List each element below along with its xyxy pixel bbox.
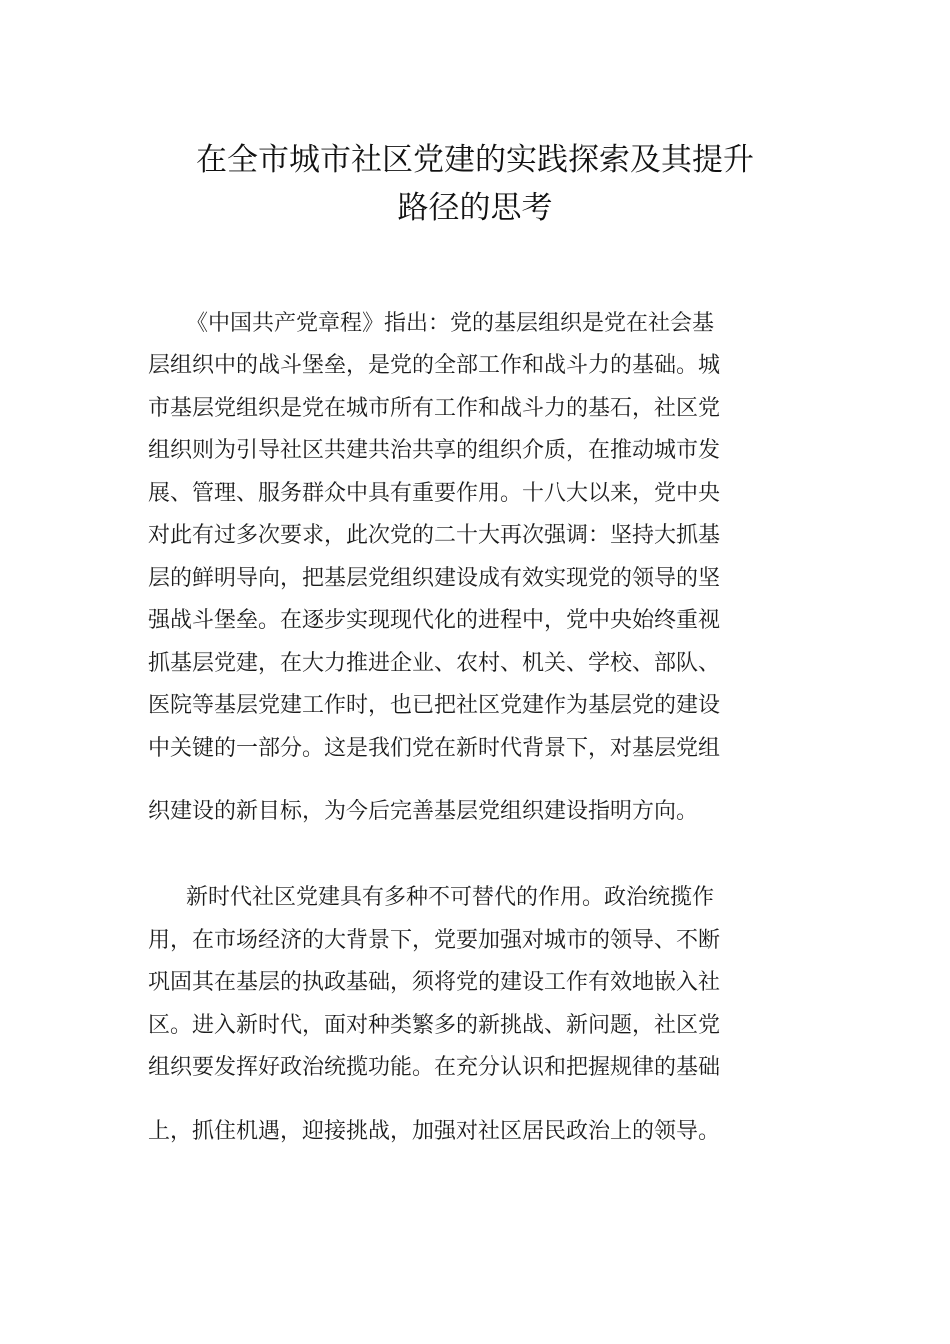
paragraph-line: 对此有过多次要求，此次党的二十大再次强调：坚持大抓基 — [148, 523, 721, 548]
title-line-2: 路径的思考 — [397, 190, 553, 226]
paragraph-line: 中关键的一部分。这是我们党在新时代背景下，对基层党组 — [148, 736, 721, 761]
paragraph-line: 巩固其在基层的执政基础，须将党的建设工作有效地嵌入社 — [148, 970, 721, 995]
paragraph-line: 强战斗堡垒。在逐步实现现代化的进程中，党中央始终重视 — [148, 608, 721, 633]
paragraph-line: 用，在市场经济的大背景下，党要加强对城市的领导、不断 — [148, 928, 721, 953]
paragraph-line: 《中国共产党章程》指出：党的基层组织是党在社会基 — [186, 311, 715, 336]
paragraph-line: 层组织中的战斗堡垒，是党的全部工作和战斗力的基础。城 — [148, 353, 721, 378]
paragraph-line: 组织则为引导社区共建共治共享的组织介质，在推动城市发 — [148, 438, 721, 463]
paragraph-line: 组织要发挥好政治统揽功能。在充分认识和把握规律的基础 — [148, 1055, 721, 1080]
paragraph-line: 抓基层党建，在大力推进企业、农村、机关、学校、部队、 — [148, 651, 721, 676]
paragraph-line: 新时代社区党建具有多种不可替代的作用。政治统揽作 — [186, 885, 715, 910]
paragraph-line: 区。进入新时代，面对种类繁多的新挑战、新问题，社区党 — [148, 1013, 721, 1038]
paragraph-line: 上，抓住机遇，迎接挑战，加强对社区居民政治上的领导。 — [148, 1119, 721, 1144]
paragraph-line: 市基层党组织是党在城市所有工作和战斗力的基石，社区党 — [148, 396, 721, 421]
paragraph-line: 层的鲜明导向，把基层党组织建设成有效实现党的领导的坚 — [148, 566, 721, 591]
paragraph-line: 展、管理、服务群众中具有重要作用。十八大以来，党中央 — [148, 481, 721, 506]
document-title — [0, 136, 950, 232]
paragraph-line: 织建设的新目标，为今后完善基层党组织建设指明方向。 — [148, 799, 699, 824]
paragraph-line: 医院等基层党建工作时，也已把社区党建作为基层党的建设 — [148, 693, 721, 718]
title-line-1: 在全市城市社区党建的实践探索及其提升 — [196, 142, 754, 178]
